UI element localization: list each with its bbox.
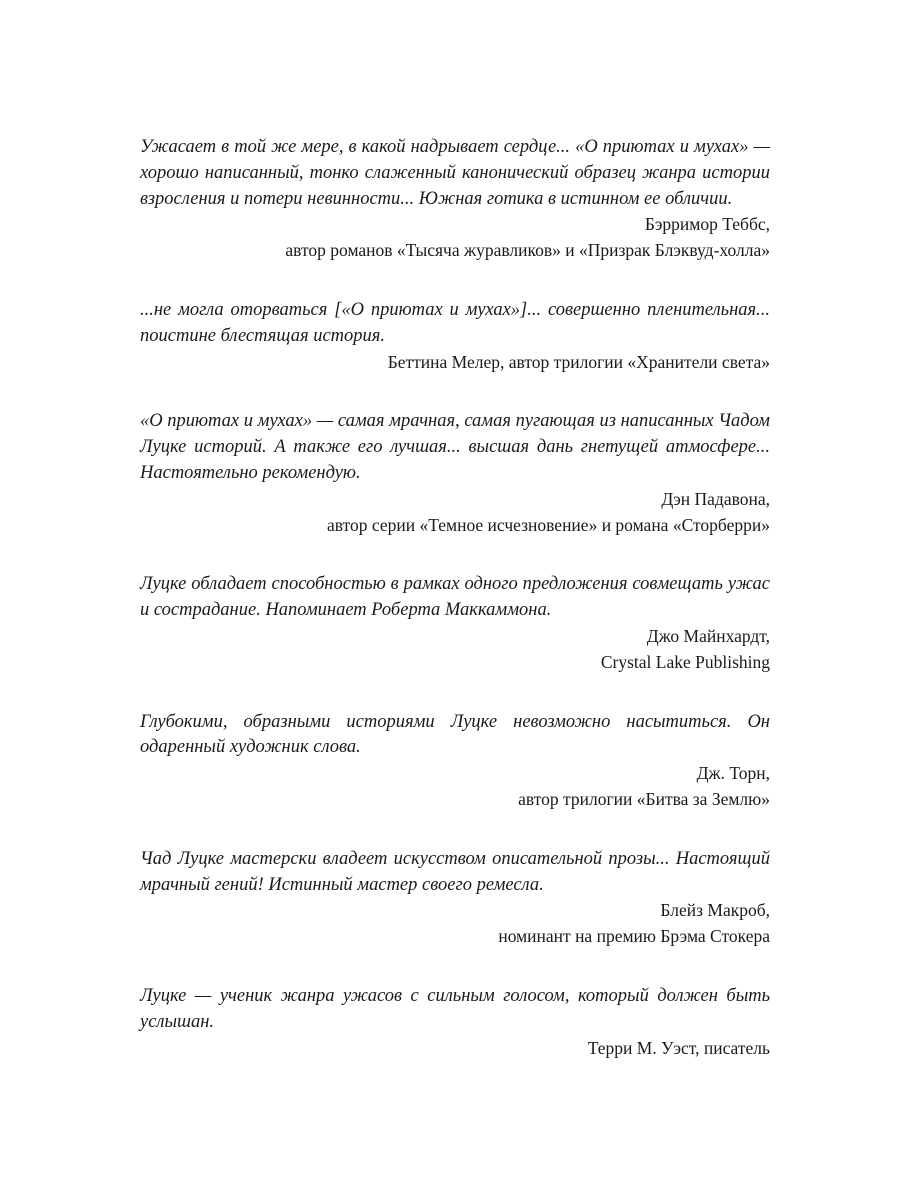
blurb-quote: Чад Луцке мастерски владеет искусством описательной прозы... Настоящий мрачный гений! Истинный мастер своего ремесла.: [140, 848, 770, 895]
blurb-credit: Crystal Lake Publishing: [600, 651, 770, 672]
blurb-attribution: [140, 898, 770, 950]
blurb-attribution: [140, 761, 770, 813]
blurb-quote: Глубокими, образными историями Луцке невозможно насытиться. Он одаренный художник слова.: [140, 711, 770, 758]
blurb-7: [140, 984, 770, 1061]
blurb-quote: «О приютах и мухах» — самая мрачная, самая пугающая из написанных Чадом Луцке историй. А также его лучшая... высшая дань гнетущей атмосфере... Настоятельно рекомендую.: [140, 411, 770, 483]
blurb-5: [140, 710, 770, 813]
blurb-1: [140, 135, 770, 264]
blurb-attribution: [140, 1036, 770, 1062]
blurb-credit: автор романов «Тысяча журавликов» и «Призрак Блэквуд-холла»: [285, 240, 770, 261]
blurb-attribution: [140, 350, 770, 376]
blurb-attribution: [140, 624, 770, 676]
blurb-credit: автор серии «Темное исчезновение» и романа «Сторберри»: [326, 514, 770, 535]
blurb-quote: Ужасает в той же мере, в какой надрывает сердце... «О приютах и мухах» — хорошо написанный, тонко слаженный канонический образец жанра истории взросления и потери невинности... Южная готика в истинном ее обличии.: [140, 137, 770, 209]
blurb-author: Бэрримор Теббс,: [644, 214, 770, 235]
blurb-author: Беттина Мелер, автор трилогии «Хранители света»: [387, 351, 770, 372]
blurb-author: Блейз Макроб,: [660, 900, 770, 921]
blurb-quote: Луцке — ученик жанра ужасов с сильным голосом, который должен быть услышан.: [140, 985, 770, 1032]
blurb-attribution: [140, 487, 770, 539]
blurb-author: Дж. Торн,: [696, 763, 770, 784]
blurb-4: [140, 572, 770, 675]
blurb-quote: ...не могла оторваться [«О приютах и мухах»]... совершенно пленительная... поистине блестящая история.: [140, 299, 770, 346]
blurb-attribution: [140, 212, 770, 264]
blurb-author: Терри М. Уэст, писатель: [587, 1037, 770, 1058]
blurb-6: [140, 847, 770, 950]
blurb-3: [140, 409, 770, 538]
blurb-2: [140, 298, 770, 375]
blurbs-page: [140, 135, 770, 1095]
blurb-credit: автор трилогии «Битва за Землю»: [518, 788, 770, 809]
blurb-credit: номинант на премию Брэма Стокера: [498, 926, 770, 947]
blurb-quote: Луцке обладает способностью в рамках одного предложения совмещать ужас и сострадание. Напоминает Роберта Маккаммона.: [140, 574, 770, 621]
blurb-author: Джо Майнхардт,: [646, 625, 770, 646]
blurb-author: Дэн Падавона,: [661, 488, 770, 509]
